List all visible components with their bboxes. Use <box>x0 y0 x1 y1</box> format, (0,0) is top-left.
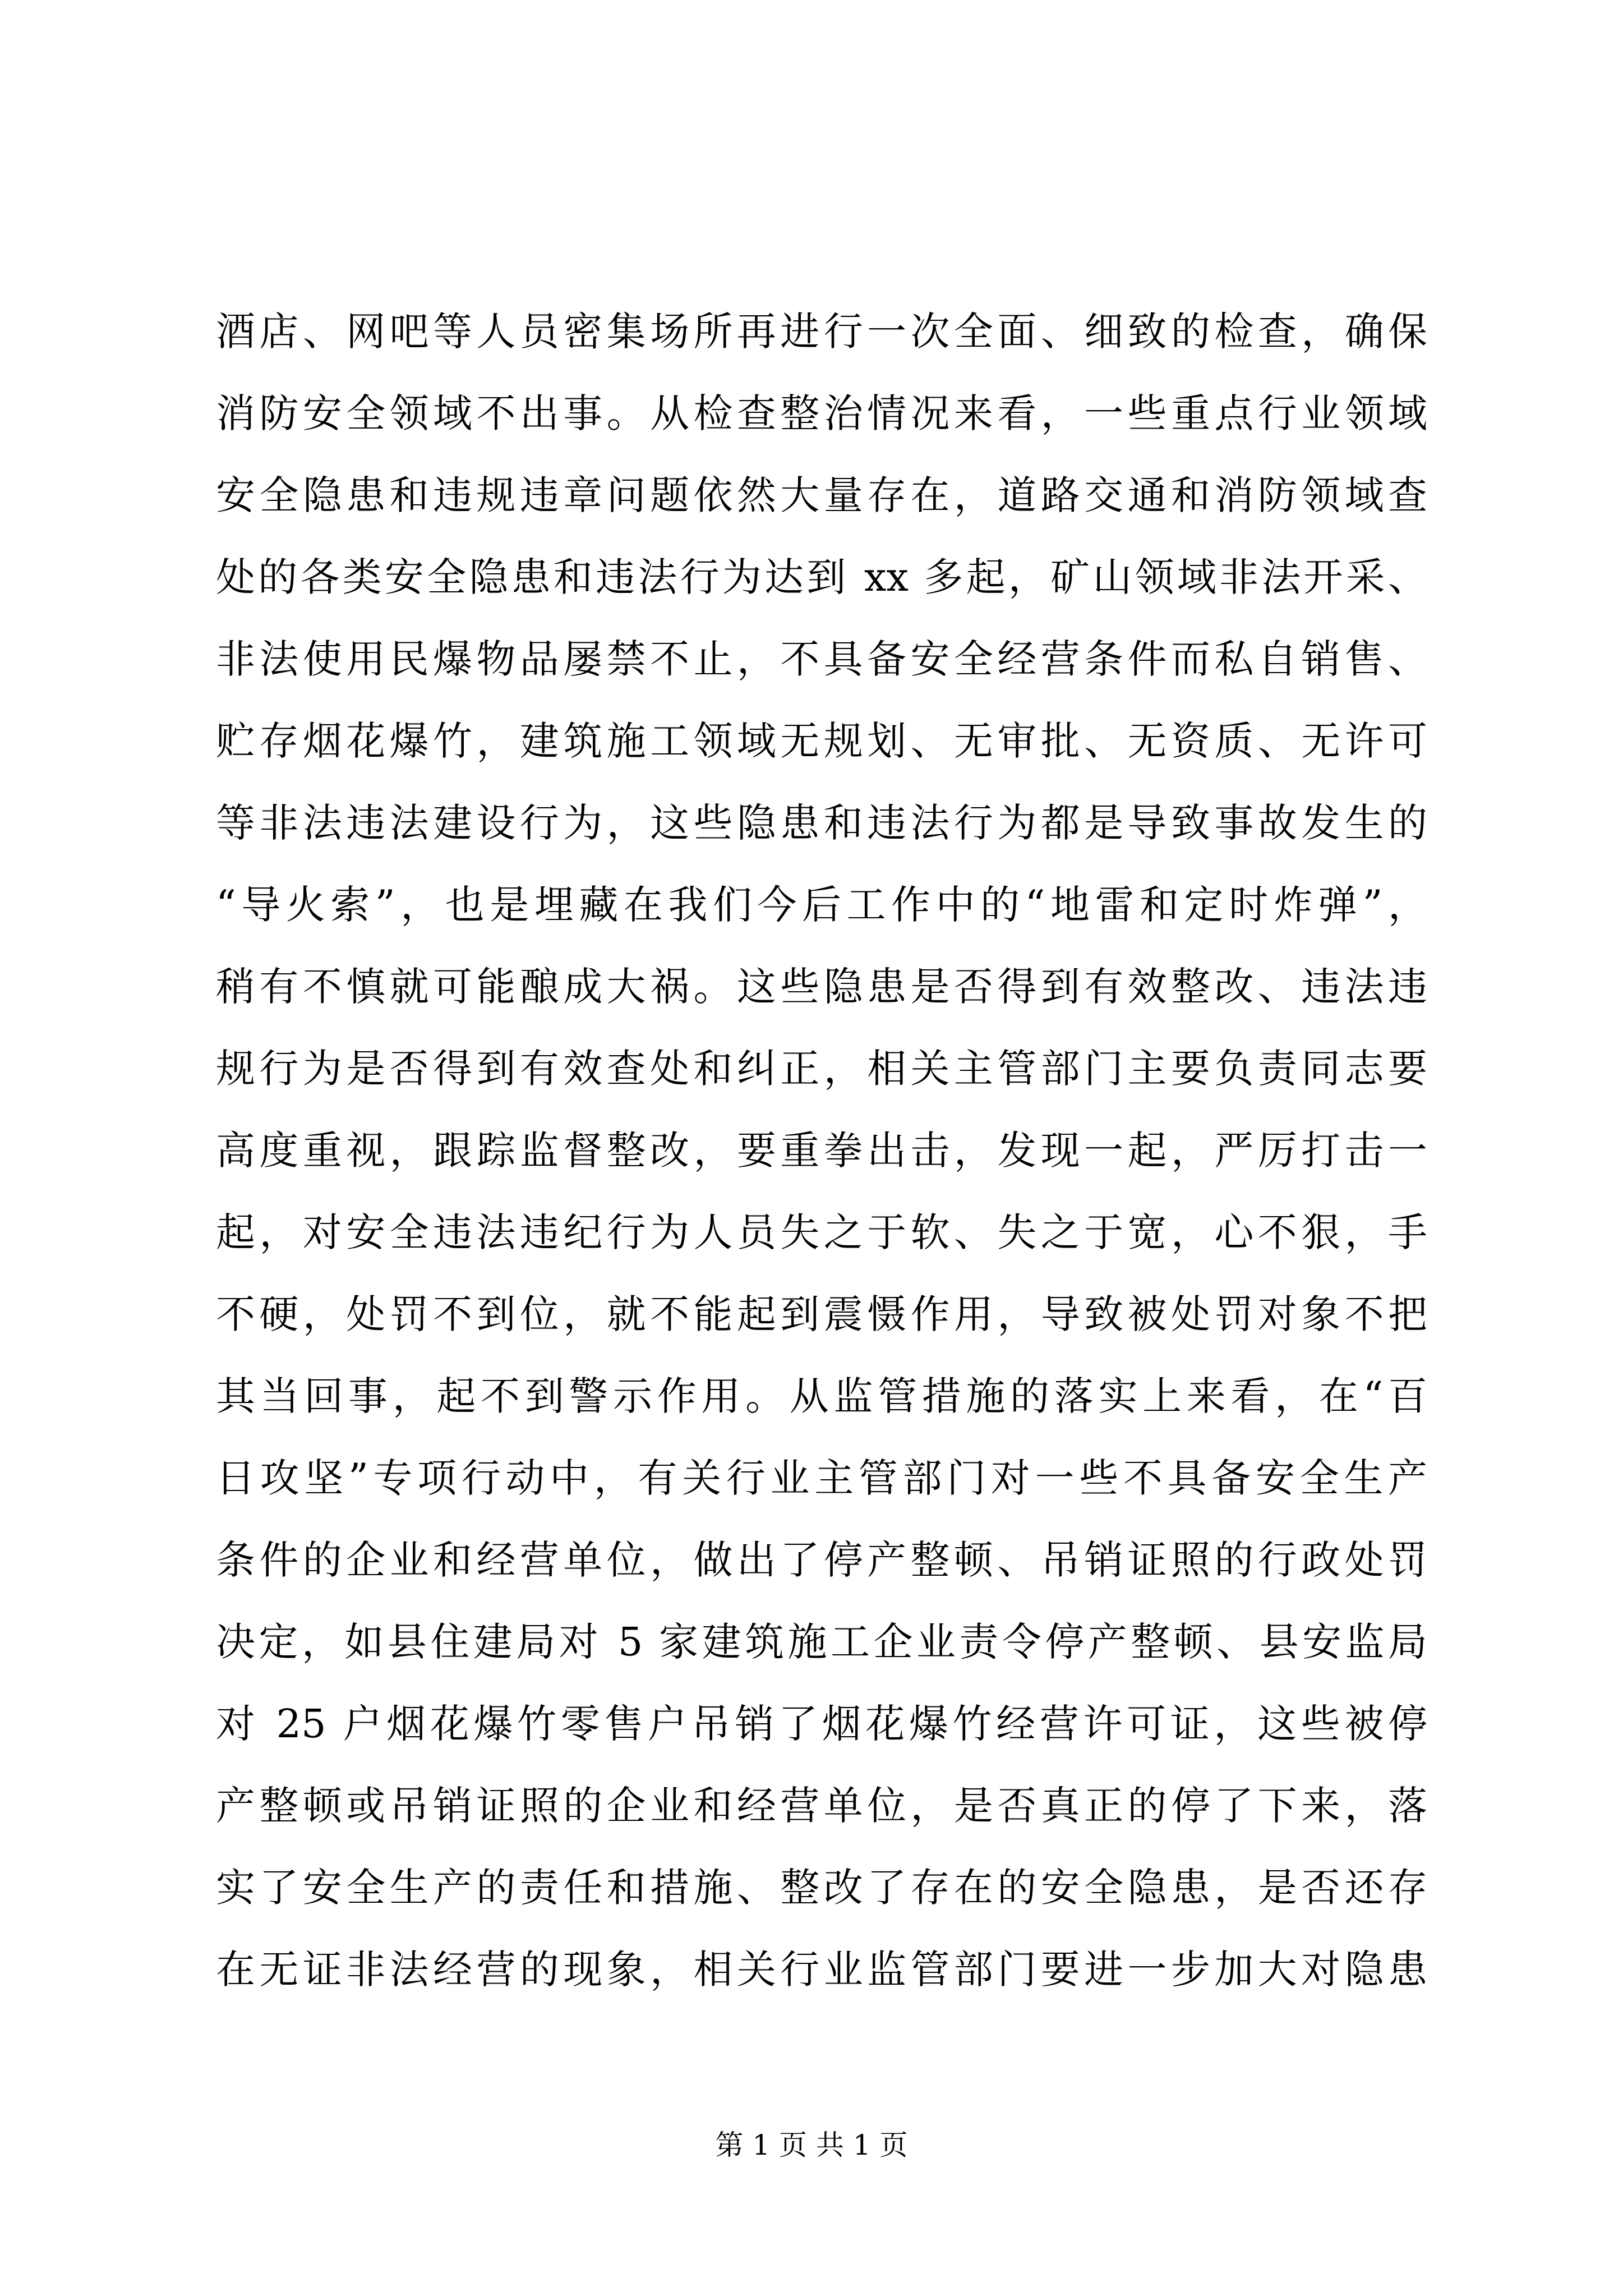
text-line: 等非法违法建设行为，这些隐患和违法行为都是导致事故发生的 <box>216 800 1427 846</box>
text-line: 在无证非法经营的现象，相关行业监管部门要进一步加大对隐患 <box>216 1947 1427 1993</box>
text-line: 决定，如县住建局对 5 家建筑施工企业责令停产整顿、县安监局 <box>216 1619 1427 1665</box>
text-line: 贮存烟花爆竹，建筑施工领域无规划、无审批、无资质、无许可 <box>216 718 1427 764</box>
text-line: 其当回事，起不到警示作用。从监管措施的落实上来看，在“百 <box>216 1373 1427 1419</box>
text-line: 酒店、网吧等人员密集场所再进行一次全面、细致的检查，确保 <box>216 309 1427 355</box>
text-line: 对 25 户烟花爆竹零售户吊销了烟花爆竹经营许可证，这些被停 <box>216 1701 1427 1747</box>
text-line: 不硬，处罚不到位，就不能起到震慑作用，导致被处罚对象不把 <box>216 1291 1427 1337</box>
page-footer: 第 1 页 共 1 页 <box>715 2129 908 2161</box>
text-line: “导火索”，也是埋藏在我们今后工作中的“地雷和定时炸弹”， <box>216 882 1427 928</box>
text-line: 稍有不慎就可能酿成大祸。这些隐患是否得到有效整改、违法违 <box>216 964 1427 1010</box>
text-line: 条件的企业和经营单位，做出了停产整顿、吊销证照的行政处罚 <box>216 1537 1427 1583</box>
text-line: 实了安全生产的责任和措施、整改了存在的安全隐患，是否还存 <box>216 1865 1427 1911</box>
text-line: 规行为是否得到有效查处和纠正，相关主管部门主要负责同志要 <box>216 1046 1427 1092</box>
text-line: 非法使用民爆物品屡禁不止，不具备安全经营条件而私自销售、 <box>216 636 1427 682</box>
text-line: 高度重视，跟踪监督整改，要重拳出击，发现一起，严厉打击一 <box>216 1128 1427 1174</box>
text-line: 消防安全领域不出事。从检查整治情况来看，一些重点行业领域 <box>216 390 1427 436</box>
document-body <box>216 291 1427 2010</box>
text-line: 安全隐患和违规违章问题依然大量存在，道路交通和消防领域查 <box>216 472 1427 518</box>
text-line: 产整顿或吊销证照的企业和经营单位，是否真正的停了下来，落 <box>216 1783 1427 1829</box>
text-line: 处的各类安全隐患和违法行为达到 xx 多起，矿山领域非法开采、 <box>216 554 1427 600</box>
text-line: 日攻坚”专项行动中，有关行业主管部门对一些不具备安全生产 <box>216 1455 1427 1501</box>
text-line: 起，对安全违法违纪行为人员失之于软、失之于宽，心不狠，手 <box>216 1209 1427 1255</box>
